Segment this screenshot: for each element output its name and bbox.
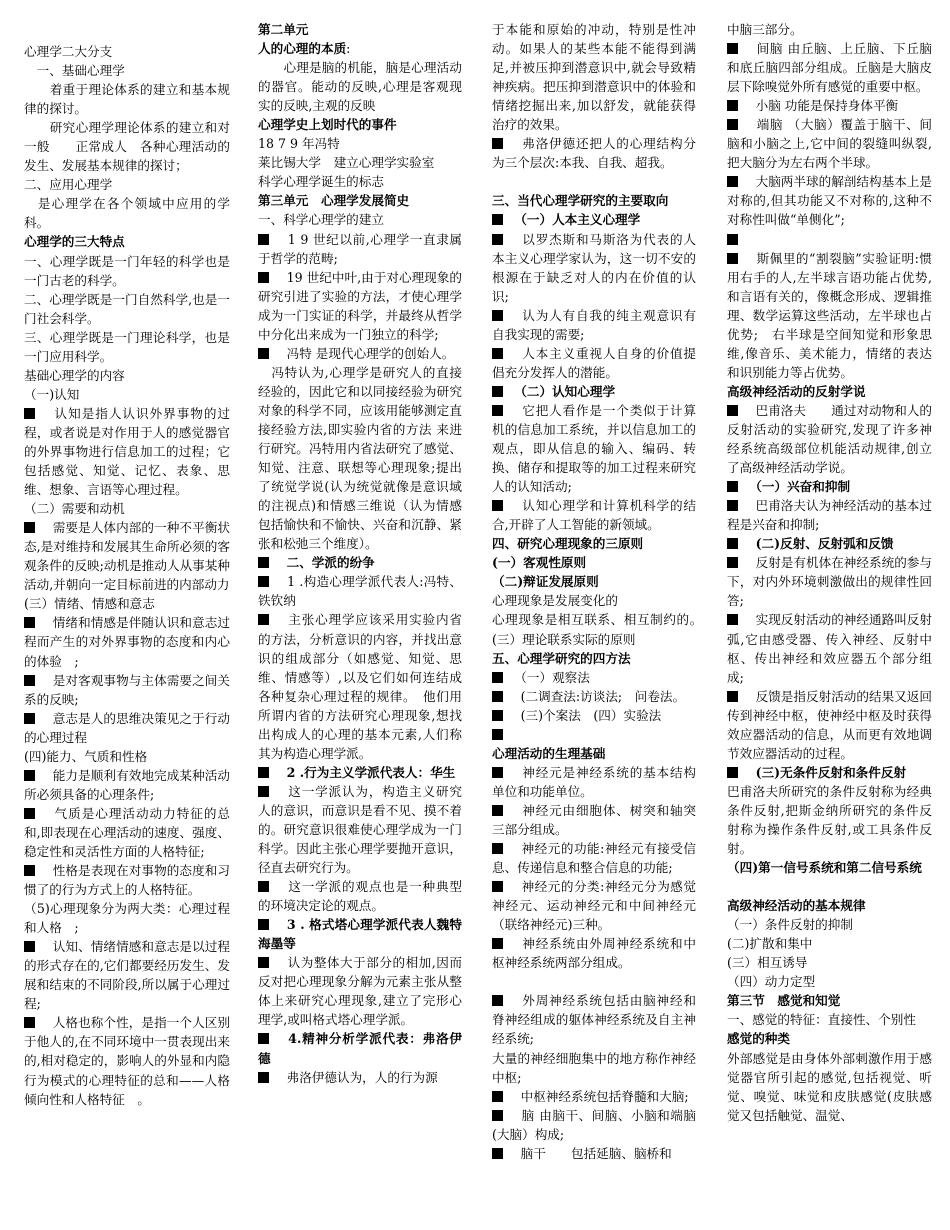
paragraph-text: 认知、情绪情感和意志是以过程的形式存在的,它们都要经历发生、发展和结束的不同阶段,所以属于心理过程; — [24, 939, 230, 1012]
bullet-square-icon — [24, 941, 35, 952]
bullet-square-icon — [492, 767, 503, 778]
text-paragraph — [492, 344, 696, 382]
text-paragraph — [492, 230, 696, 306]
bullet-square-icon — [727, 253, 738, 264]
paragraph-text: 它把人看作是一个类似于计算机的信息加工系统，并以信息加工的观点，即从信息的输入、编码、转换、储存和提取等的加工过程来研究人的认知活动; — [492, 402, 696, 495]
paragraph-text: 认知心理学和计算机科学的结合,开辟了人工智能的新领域。 — [492, 498, 696, 533]
heading-line — [258, 20, 462, 39]
paragraph-text: 第三单元 心理学发展简史 — [258, 193, 410, 209]
text-paragraph — [727, 230, 932, 249]
paragraph-text: 冯特认为,心理学是研究人的直接经验的，因此它和以同接经验为研究对象的科学不同，应该用能够测定直接经验方法,即实验内省的方法 来进行研究。冯特用内省法研究了感觉、知觉、注意、联想等心理现象;提出了统觉学说(认为统觉就像是意识域的注视点)和情感三维说（认为情感包括愉快和不愉快、兴奋和沉静、紧张和松弛三个维度）。 — [258, 364, 462, 552]
paragraph-text: 二、心理学既是一门自然科学,也是一门社会科学。 — [24, 291, 230, 326]
bullet-square-icon — [492, 214, 503, 225]
text-paragraph — [727, 972, 932, 991]
paragraph-text: 五、心理学研究的四方法 — [492, 650, 631, 666]
bullet-square-icon — [492, 405, 503, 416]
paragraph-text: 神经元是神经系统的基本结构单位和功能单位。 — [492, 764, 696, 799]
paragraph-text: 实现反射活动的神经通路叫反射弧,它由感受器、传入神经、反射中枢、传出神经和效应器五个部分组成; — [727, 612, 932, 685]
paragraph-text: 一、科学心理学的建立 — [258, 212, 384, 228]
bullet-square-icon — [492, 843, 503, 854]
paragraph-text: 大脑两半球的解剖结构基本上是对称的,但其功能又不对称的,这种不对称性叫做“单侧化”; — [727, 174, 932, 228]
bullet-square-icon — [727, 691, 738, 702]
paragraph-text: 巴甫洛夫所研究的条件反射称为经典条件反射,把斯金纳所研究的条件反射称为操作条件反射,或工具条件反射。 — [727, 783, 932, 857]
paragraph-text: 以罗杰斯和马斯洛为代表的人本主义心理学家认为，这一切不安的根源在于缺乏对人的内在价值的认识; — [492, 231, 696, 304]
paragraph-text: (三）相互诱导 — [727, 955, 808, 971]
paragraph-text: 中脑三部分。 — [727, 22, 803, 37]
heading-line — [727, 1029, 932, 1048]
bullet-square-icon — [258, 767, 269, 778]
paragraph-text: 认知是指人认识外界事物的过程，或者说是对作用于人的感觉器官的外界事物进行信息加工的过程；它包括感觉、知觉、记忆、表象、思维、想象、言语等心理过程。 — [24, 405, 230, 498]
paragraph-text: 巴甫洛夫认为神经活动的基本过程是兴奋和抑制; — [727, 498, 932, 533]
text-paragraph — [727, 20, 932, 39]
column-3 — [492, 20, 709, 1163]
text-paragraph — [24, 861, 230, 899]
paragraph-text: (二)反射、反射弧和反馈 — [743, 536, 894, 552]
paragraph-text: (一）客观性原则 — [492, 555, 587, 571]
text-paragraph — [258, 344, 462, 363]
paragraph-text: 反射是有机体在神经系统的参与下，对内外环境刺激做出的规律性回答; — [727, 555, 932, 609]
paragraph-text: （一）人本主义心理学 — [508, 212, 641, 228]
heading-line — [258, 553, 462, 572]
bullet-square-icon — [24, 675, 35, 686]
text-paragraph — [492, 1106, 696, 1144]
text-paragraph — [492, 134, 696, 172]
bullet-square-icon — [258, 919, 269, 930]
bullet-square-icon — [727, 176, 738, 187]
bullet-square-icon — [258, 614, 269, 625]
bullet-square-icon — [258, 786, 269, 797]
bullet-square-icon — [492, 938, 503, 949]
paragraph-text: 研究心理学理论体系的建立和对一般 正常成人 各种心理活动的发生、发展基本规律的探讨； — [24, 120, 230, 174]
text-paragraph — [492, 877, 696, 934]
paragraph-text: 科学心理学诞生的标志 — [258, 174, 384, 190]
text-paragraph — [492, 172, 696, 191]
text-paragraph — [727, 934, 932, 953]
heading-line — [492, 553, 696, 572]
paragraph-text: 18 7 9 年冯特 — [258, 136, 340, 152]
paragraph-text: （一）条件反射的抑制 — [727, 917, 853, 933]
paragraph-text: 人本主义重视人自身的价值提倡充分发挥人的潜能。 — [492, 345, 696, 380]
bullet-square-icon — [492, 234, 503, 245]
bullet-square-icon — [492, 710, 503, 721]
text-paragraph — [492, 687, 696, 706]
paragraph-text: 气质是心理活动动力特征的总和,即表现在心理活动的速度、强度、稳定性和灵活性方面的人格特征; — [24, 805, 230, 859]
text-paragraph — [492, 706, 696, 725]
text-paragraph — [258, 58, 462, 115]
paragraph-text: 主张心理学应该采用实验内省的方法，分析意识的内容，并找出意识的组成部分（如感觉、知觉、思维、情感等）,以及它们如何连结成各种复杂心理过程的规律。 他们用所谓内省的方法研究心理现象,想找出构成人的心理的基本元素,人们称其为构造心理学派。 — [258, 612, 462, 761]
bullet-square-icon — [492, 805, 503, 816]
bullet-square-icon — [727, 557, 738, 568]
text-paragraph — [727, 687, 932, 763]
heading-line — [727, 763, 932, 782]
bullet-square-icon — [727, 538, 738, 549]
paragraph-text: 心理是脑的机能，脑是心理活动的器官。能动的反映,心理是客观现实的反映,主观的反映 — [258, 60, 462, 114]
bullet-square-icon — [492, 672, 503, 683]
text-paragraph — [727, 610, 932, 686]
bullet-square-icon — [24, 1017, 35, 1028]
text-paragraph — [24, 937, 230, 1013]
heading-line — [492, 744, 696, 763]
text-paragraph — [24, 594, 230, 613]
text-paragraph — [258, 210, 462, 229]
heading-line — [727, 477, 932, 496]
paragraph-text: 四、研究心理现象的三原则 — [492, 536, 644, 552]
text-paragraph — [258, 610, 462, 762]
text-paragraph — [258, 172, 462, 191]
paragraph-text: 人的心理的本质 — [258, 41, 347, 57]
paragraph-text: 高级神经活动的基本规律 — [727, 898, 866, 914]
text-paragraph — [24, 1013, 230, 1108]
text-paragraph — [492, 839, 696, 877]
text-paragraph — [24, 766, 230, 804]
text-paragraph — [492, 763, 696, 801]
text-paragraph — [24, 518, 230, 594]
paragraph-text: 感觉的种类 — [727, 1031, 790, 1047]
paragraph-text: 巴甫洛夫 通过对动物和人的反射活动的实验研究,发现了许多神经系统高级部位机能活动规律,创立了高级神经活动学说。 — [727, 402, 932, 476]
text-paragraph — [727, 953, 932, 972]
bullet-square-icon — [258, 234, 269, 245]
bullet-square-icon — [727, 481, 738, 492]
text-paragraph — [24, 709, 230, 747]
bullet-square-icon — [492, 138, 503, 149]
text-paragraph — [492, 401, 696, 496]
paragraph-text: 神经系统由外周神经系统和中枢神经系统两部分组成。 — [492, 936, 696, 971]
text-paragraph — [727, 249, 932, 382]
paragraph-text: 4.精神分析学派代表：弗洛伊德 — [258, 1031, 462, 1066]
paragraph-text: (四)能力、气质和性格 — [24, 748, 148, 764]
text-paragraph — [492, 934, 696, 972]
bullet-square-icon — [258, 881, 269, 892]
text-paragraph — [727, 172, 932, 229]
text-paragraph — [24, 328, 230, 366]
text-paragraph — [258, 572, 462, 610]
paragraph-text: 心理学二大分支 — [24, 44, 113, 59]
paragraph-text: 间脑 由丘脑、上丘脑、下丘脑和底丘脑四部分组成。丘脑是大脑皮层下除嗅觉外所有感觉的重要中枢。 — [727, 41, 932, 95]
text-paragraph — [492, 610, 709, 648]
bullet-square-icon — [492, 386, 503, 397]
text-paragraph — [24, 194, 230, 232]
paragraph-text: 弗洛伊德还把人的心理结构分为三个层次:本我、自我、超我。 — [492, 136, 696, 171]
paragraph-text: 2 .行为主义学派代表人：华生 — [274, 764, 456, 780]
text-paragraph — [492, 1087, 696, 1106]
heading-line — [727, 382, 932, 401]
bullet-square-icon — [727, 119, 738, 130]
bullet-square-icon — [492, 1091, 503, 1102]
text-paragraph — [492, 725, 696, 744]
bullet-square-icon — [492, 995, 503, 1006]
bullet-square-icon — [492, 881, 503, 892]
heading-line — [492, 572, 696, 591]
text-paragraph — [24, 290, 230, 328]
heading-line — [727, 858, 932, 877]
text-paragraph — [24, 404, 230, 499]
paragraph-text: 认为整体大于部分的相加,因而反对把心理现象分解为元素主张从整体上来研究心理现象,建立了完形心理学,或叫格式塔心理学派。 — [258, 955, 462, 1028]
paragraph-text: 心理活动的生理基础 — [492, 745, 606, 761]
text-paragraph — [24, 42, 230, 61]
paragraph-text: （二)辩证发展原则 — [492, 574, 599, 590]
text-paragraph — [727, 1010, 932, 1029]
paragraph-text: 是对客观事物与主体需要之间关系的反映; — [24, 672, 230, 707]
paragraph-text: 于本能和原始的冲动，特别是性冲动。如果人的某些本能不能得到满足,并被压抑到潜意识中,就会导致精神疾病。把压抑到潜意识中的体验和情绪挖掘出来,加以舒发，就能获得治疗的效果。 — [492, 22, 696, 133]
paragraph-text: 认为人有自我的纯主观意识有自我实现的需要; — [492, 307, 696, 342]
column-1 — [24, 42, 230, 1109]
text-paragraph — [24, 175, 230, 194]
text-paragraph — [24, 61, 230, 80]
heading-line — [258, 915, 462, 953]
text-paragraph — [24, 747, 230, 766]
heading-line — [492, 210, 696, 229]
paragraph-text: 1 9 世纪以前,心理学一直隶属于哲学的范畴; — [258, 231, 462, 266]
text-paragraph — [727, 915, 932, 934]
paragraph-text: 3 . 格式塔心理学派代表人魏特海墨等 — [258, 917, 462, 952]
text-paragraph — [258, 230, 462, 268]
bullet-square-icon — [258, 1072, 269, 1083]
paragraph-text: 意志是人的思维决策见之于行动的心理过程 — [24, 710, 230, 745]
heading-line — [727, 896, 932, 915]
text-paragraph — [492, 668, 696, 687]
text-paragraph — [24, 804, 230, 861]
column-4 — [727, 20, 932, 1125]
paragraph-text: 第二单元 — [258, 22, 309, 37]
bullet-square-icon — [727, 405, 738, 416]
bullet-square-icon — [258, 576, 269, 587]
paragraph-text: 莱比锡大学 建立心理学实验室 — [258, 155, 435, 171]
text-paragraph — [727, 401, 932, 477]
text-paragraph — [24, 671, 230, 709]
heading-line — [258, 763, 462, 782]
text-paragraph — [492, 991, 696, 1048]
bullet-square-icon — [258, 557, 269, 568]
heading-line — [258, 115, 462, 134]
bullet-square-icon — [727, 100, 738, 111]
text-paragraph — [492, 1049, 696, 1087]
text-paragraph — [24, 385, 230, 404]
text-paragraph — [727, 782, 932, 858]
paragraph-text: 19 世纪中叶,由于对心理现象的研究引进了实验的方法，才使心理学成为一门实证的科学，并最终从哲学中分化出来成为一门独立的科学; — [258, 269, 462, 342]
bullet-square-icon — [24, 770, 35, 781]
paragraph-text: （一）观察法 — [508, 669, 590, 685]
bullet-square-icon — [24, 865, 35, 876]
paragraph-text: 这一学派认为，构造主义研究人的意识，而意识是看不见、摸不着的。研究意识很难使心理学成为一门科学。因此主张心理学要抛开意识，径直去研究行为。 — [258, 783, 462, 876]
paragraph-text: 三、当代心理学研究的主要取向 — [492, 193, 669, 209]
paragraph-text: 外部感觉是由身体外部刺激作用于感觉器官所引起的感觉,包括视觉、听觉、嗅觉、味觉和皮肤感觉(皮肤感觉又包括触觉、温觉、 — [727, 1050, 932, 1123]
heading-line — [492, 534, 696, 553]
text-paragraph — [258, 268, 462, 344]
paragraph-text: 二、应用心理学 — [24, 177, 113, 193]
heading-line — [727, 991, 932, 1010]
paragraph-text: 脑干 包括延脑、脑桥和 — [508, 1145, 672, 1161]
bullet-square-icon — [492, 348, 503, 359]
paragraph-text: 心理学史上划时代的事件 — [258, 117, 397, 133]
text-paragraph — [24, 80, 230, 118]
text-paragraph — [258, 877, 462, 915]
heading-line — [492, 649, 696, 668]
paragraph-text: (三)个案法 (四）实验法 — [508, 707, 662, 723]
paragraph-text: 人格也称个性，是指一个人区别于他人的,在不同环境中一贯表现出来的,相对稳定的，影响人的外显和内隐行为模式的心理特征的总和——人格倾向性和人格特征 。 — [24, 1015, 230, 1107]
paragraph-text: (三）情绪、情感和意志 — [24, 596, 155, 612]
paragraph-text: （一）兴奋和抑制 — [743, 479, 851, 495]
text-paragraph — [24, 118, 230, 175]
text-paragraph — [727, 1049, 932, 1125]
bullet-square-icon — [492, 1110, 503, 1121]
bullet-square-icon — [492, 691, 503, 702]
paragraph-text: （四）动力定型 — [727, 974, 816, 990]
text-paragraph — [258, 363, 462, 553]
bullet-square-icon — [24, 617, 35, 628]
paragraph-text: 端脑 （大脑）覆盖于脑干、间脑和小脑之上,它中间的裂缝叫纵裂,把大脑分为左右两个半球。 — [727, 117, 932, 171]
bullet-square-icon — [492, 500, 503, 511]
bullet-square-icon — [258, 348, 269, 359]
paragraph-tail: : — [346, 41, 351, 57]
paragraph-text: 小脑 功能是保持身体平衡 — [743, 98, 899, 114]
heading-line — [492, 191, 696, 210]
text-paragraph — [492, 496, 696, 534]
text-paragraph — [258, 134, 462, 153]
text-paragraph — [24, 899, 230, 937]
bullet-square-icon — [24, 408, 35, 419]
bullet-square-icon — [727, 500, 738, 511]
text-paragraph — [492, 20, 696, 134]
text-paragraph — [492, 306, 696, 344]
bullet-square-icon — [24, 713, 35, 724]
paragraph-text: 能力是顺利有效地完成某种活动所必须具备的心理条件; — [24, 767, 230, 802]
paragraph-text: 斯佩里的“割裂脑”实验证明:惯用右手的人,左半球言语功能占优势,和言语有关的，像概念形成、逻辑推理、数学运算这些活动，左半球也占优势; 右半球是空间知觉和形象思维,像音乐、美术能力，情绪的表达和识别能力等占优势。 — [727, 250, 932, 380]
heading-line — [727, 534, 932, 553]
bullet-square-icon — [258, 1033, 269, 1044]
paragraph-text: (三)无条件反射和条件反射 — [743, 764, 907, 780]
paragraph-text: 一、感觉的特征：直接性、个别性 — [727, 1012, 916, 1028]
paragraph-text: 神经元的分类:神经元分为感觉神经元、运动神经元和中间神经元（联络神经元)三种。 — [492, 879, 696, 933]
bullet-square-icon — [492, 729, 503, 740]
paragraph-text: 着重于理论体系的建立和基本规律的探讨。 — [24, 82, 230, 117]
paragraph-text: 神经元的功能:神经元有接受信息、传递信息和整合信息的功能; — [492, 841, 696, 876]
paragraph-text: 脑 由脑干、间脑、小脑和端脑(大脑）构成; — [492, 1107, 696, 1142]
paragraph-text: 中枢神经系统包括脊髓和大脑; — [508, 1088, 689, 1104]
bullet-square-icon — [727, 614, 738, 625]
bullet-square-icon — [258, 272, 269, 283]
text-paragraph — [727, 39, 932, 96]
bullet-square-icon — [24, 808, 35, 819]
text-paragraph — [24, 366, 230, 385]
paragraph-text: 需要是人体内部的一种不平衡状态,是对维持和发展其生命所必须的客观条件的反映;动机是推动人从事某种活动,并朝向一定目标前进的内部动力 — [24, 520, 230, 593]
text-paragraph — [727, 496, 932, 534]
text-paragraph — [258, 1068, 462, 1087]
paragraph-text: 1 .构造心理学派代表人:冯特、铁钦纳 — [258, 574, 462, 609]
text-paragraph — [24, 613, 230, 670]
heading-line — [258, 39, 462, 58]
paragraph-text: 冯特 是现代心理学的创始人。 — [274, 345, 455, 361]
paragraph-text: 二、学派的纷争 — [274, 555, 375, 571]
paragraph-text: 第三节 感觉和知觉 — [727, 993, 841, 1009]
text-paragraph — [24, 499, 230, 518]
paragraph-text: 这一学派的观点也是一种典型的环境决定论的观点。 — [258, 879, 462, 914]
heading-line — [258, 191, 462, 210]
paragraph-text: （二）需要和动机 — [24, 501, 125, 517]
paragraph-text: （5)心理现象分为两大类：心理过程和人格 ; — [24, 901, 230, 936]
bullet-square-icon — [24, 522, 35, 533]
paragraph-text: 性格是表现在对事物的态度和习惯了的行为方式上的人格特征。 — [24, 863, 230, 898]
paragraph-text: 弗洛伊德认为，人的行为源 — [274, 1069, 438, 1085]
paragraph-text: 三、心理学既是一门理论科学，也是一门应用科学。 — [24, 329, 230, 364]
text-paragraph — [492, 801, 696, 839]
paragraph-text: 心理现象是发展变化的 — [492, 593, 618, 609]
paragraph-text: 是心理学在各个领域中应用的学科。 — [24, 196, 230, 231]
text-paragraph — [492, 972, 696, 991]
paragraph-text: 反馈是指反射活动的结果又返回传到神经中枢，使神经中枢及时获得效应器活动的信息，从而更有效地调节效应器活动的过程。 — [727, 688, 932, 761]
text-paragraph — [727, 115, 932, 172]
heading-line — [492, 382, 696, 401]
text-paragraph — [258, 153, 462, 172]
column-2 — [258, 20, 462, 1087]
paragraph-text: (二调查法:访谈法; 问卷法。 — [508, 688, 686, 704]
text-paragraph — [727, 553, 932, 610]
text-paragraph — [24, 252, 230, 290]
text-paragraph — [258, 782, 462, 877]
paragraph-text: 一、基础心理学 — [24, 63, 125, 79]
paragraph-text: 一、心理学既是一门年轻的科学也是一门古老的科学。 — [24, 253, 230, 288]
paragraph-text: 心理学的三大特点 — [24, 234, 125, 250]
bullet-square-icon — [727, 43, 738, 54]
text-paragraph — [258, 953, 462, 1029]
text-paragraph — [727, 96, 932, 115]
paragraph-text: 情绪和情感是伴随认识和意志过程而产生的对外界事物的态度和内心的体验 ; — [24, 615, 230, 669]
text-paragraph — [727, 877, 932, 896]
heading-line — [24, 232, 230, 251]
bullet-square-icon — [492, 310, 503, 321]
paragraph-text: 外周神经系统包括由脑神经和脊神经组成的躯体神经系统及自主神经系统; — [492, 993, 696, 1047]
bullet-square-icon — [492, 1148, 503, 1159]
bullet-square-icon — [727, 767, 738, 778]
paragraph-text: (二)扩散和集中 — [727, 936, 813, 952]
paragraph-text: （四)第一信号系统和第二信号系统 — [727, 860, 922, 876]
text-paragraph — [492, 1144, 696, 1163]
paragraph-text: 基础心理学的内容 — [24, 367, 125, 383]
paragraph-text: 心理现象是相互联系、相互制约的。 (三）理论联系实际的原则 — [492, 612, 709, 647]
text-paragraph — [492, 591, 696, 610]
paragraph-text: （二）认知心理学 — [508, 383, 616, 399]
heading-line — [258, 1029, 462, 1067]
paragraph-text: 神经元由细胞体、树突和轴突三部分组成。 — [492, 802, 696, 837]
bullet-square-icon — [258, 957, 269, 968]
paragraph-text: 大量的神经细胞集中的地方称作神经中枢; — [492, 1050, 696, 1085]
paragraph-text: 高级神经活动的反射学说 — [727, 383, 866, 399]
bullet-square-icon — [727, 234, 738, 245]
paragraph-text: （一)认知 — [24, 386, 80, 402]
